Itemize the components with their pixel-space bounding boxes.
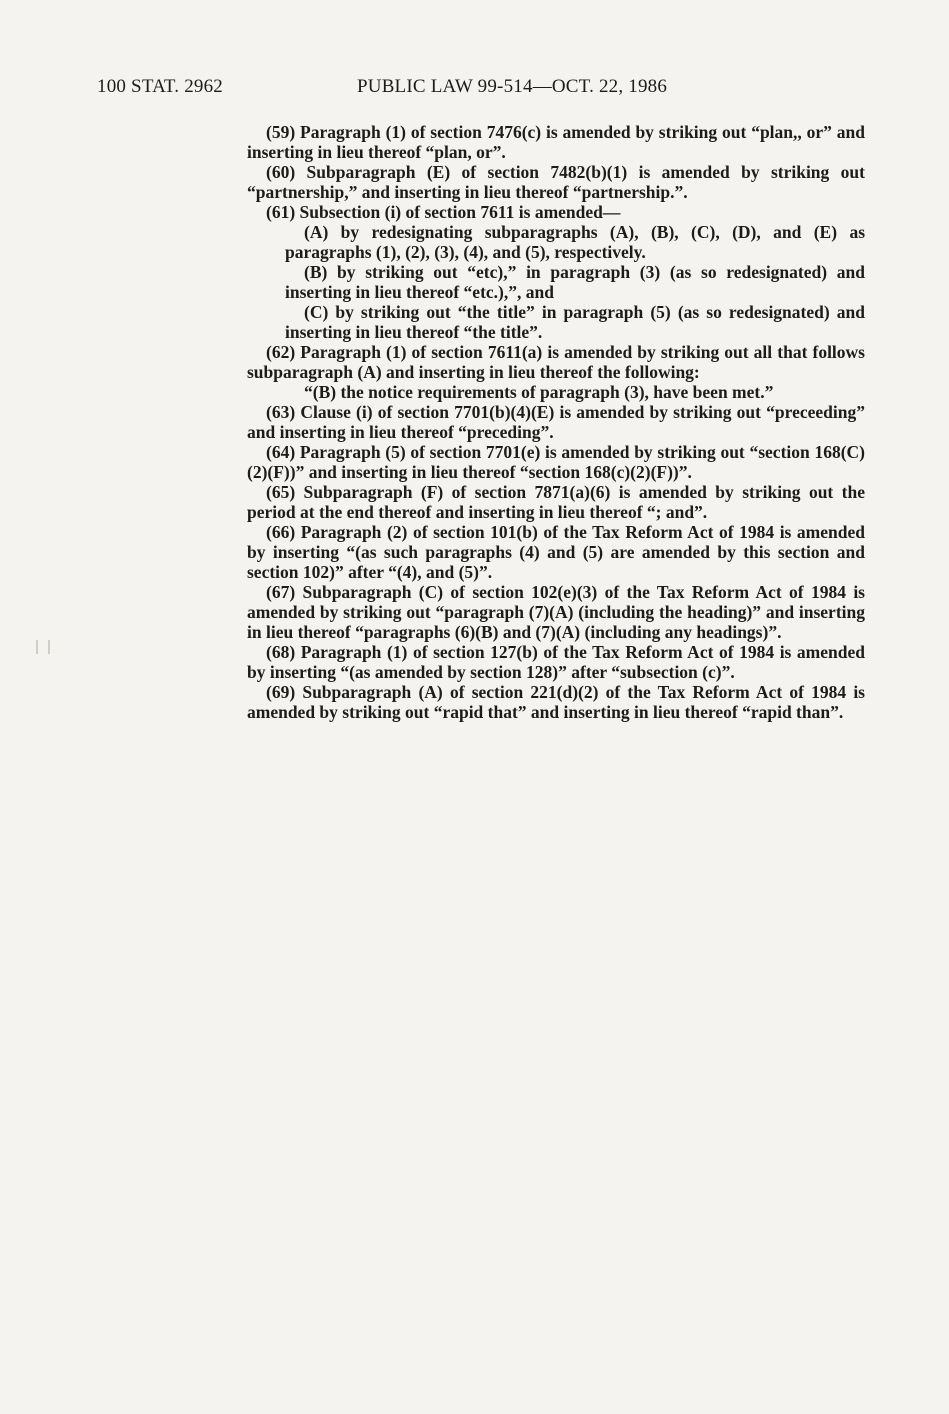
paragraph-61-b: (B) by striking out “etc),” in paragraph (3) (as so redesignated) and inserting in lieu thereof “etc.),”, and xyxy=(285,262,865,302)
document-body xyxy=(247,122,865,722)
scan-mark xyxy=(36,640,38,654)
paragraph-64: (64) Paragraph (5) of section 7701(e) is amended by striking out “section 168(C)(2)(F))” and inserting in lieu thereof “section 168(c)(2)(F))”. xyxy=(247,442,865,482)
paragraph-62: (62) Paragraph (1) of section 7611(a) is amended by striking out all that follows subparagraph (A) and inserting in lieu thereof the following: xyxy=(247,342,865,382)
paragraph-59: (59) Paragraph (1) of section 7476(c) is amended by striking out “plan,, or” and inserting in lieu thereof “plan, or”. xyxy=(247,122,865,162)
paragraph-61-a: (A) by redesignating subparagraphs (A), (B), (C), (D), and (E) as paragraphs (1), (2), (3), (4), and (5), respectively. xyxy=(285,222,865,262)
paragraph-67: (67) Subparagraph (C) of section 102(e)(3) of the Tax Reform Act of 1984 is amended by striking out “paragraph (7)(A) (including the heading)” and inserting in lieu thereof “paragraphs (6)(B) and (7)(A) (including any headings)”. xyxy=(247,582,865,642)
scan-mark xyxy=(48,640,50,654)
statute-page-number: 100 STAT. 2962 xyxy=(97,76,224,97)
paragraph-61-c: (C) by striking out “the title” in paragraph (5) (as so redesignated) and inserting in lieu thereof “the title”. xyxy=(285,302,865,342)
paragraph-61: (61) Subsection (i) of section 7611 is amended— xyxy=(266,202,621,222)
public-law-citation: PUBLIC LAW 99-514—OCT. 22, 1986 xyxy=(357,76,668,97)
paragraph-68: (68) Paragraph (1) of section 127(b) of the Tax Reform Act of 1984 is amended by inserting “(as amended by section 128)” after “subsection (c)”. xyxy=(247,642,865,682)
paragraph-69: (69) Subparagraph (A) of section 221(d)(2) of the Tax Reform Act of 1984 is amended by striking out “rapid that” and inserting in lieu thereof “rapid than”. xyxy=(247,682,865,722)
paragraph-63: (63) Clause (i) of section 7701(b)(4)(E) is amended by striking out “preceeding” and inserting in lieu thereof “preceding”. xyxy=(247,402,865,442)
paragraph-60: (60) Subparagraph (E) of section 7482(b)(1) is amended by striking out “partnership,” and inserting in lieu thereof “partnership.”. xyxy=(247,162,865,202)
paragraph-66: (66) Paragraph (2) of section 101(b) of the Tax Reform Act of 1984 is amended by inserting “(as such paragraphs (4) and (5) are amended by this section and section 102)” after “(4), and (5)”. xyxy=(247,522,865,582)
paragraph-65: (65) Subparagraph (F) of section 7871(a)(6) is amended by striking out the period at the end thereof and inserting in lieu thereof “; and”. xyxy=(247,482,865,522)
paragraph-62-quote: “(B) the notice requirements of paragraph (3), have been met.” xyxy=(304,382,774,402)
